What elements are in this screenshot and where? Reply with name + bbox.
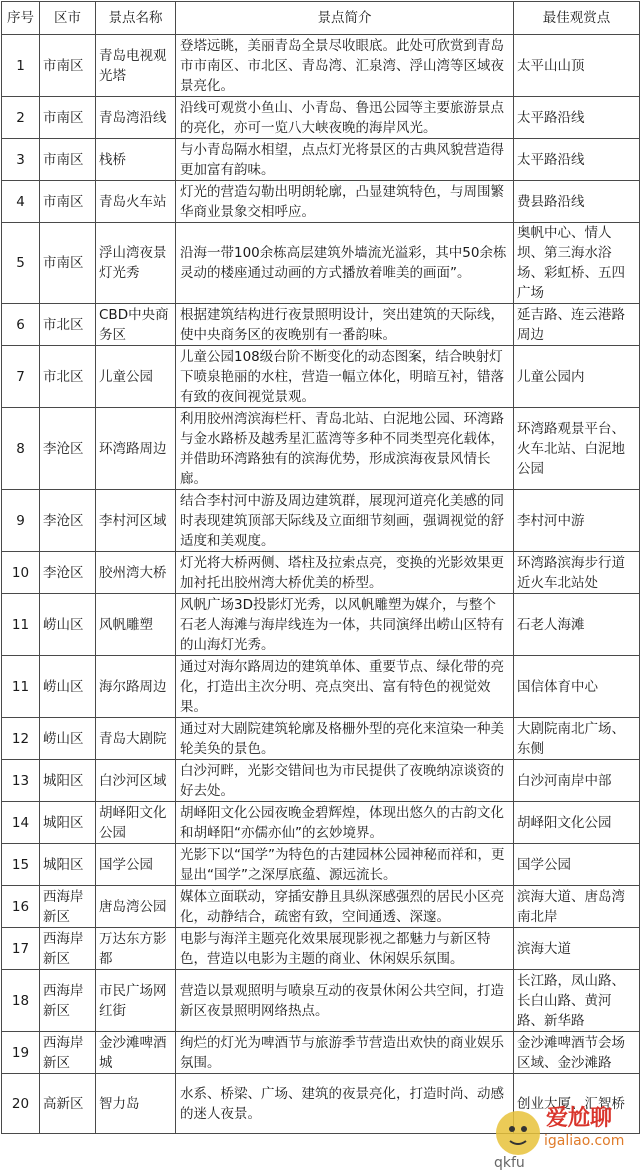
table-row (2, 490, 640, 552)
row-district: 崂山区 (40, 656, 96, 718)
table-row (2, 886, 640, 928)
row-best-view: 奥帆中心、情人坝、第三海水浴场、彩虹桥、五四广场 (514, 223, 640, 304)
table-row (2, 928, 640, 970)
row-intro: 登塔远眺，美丽青岛全景尽收眼底。此处可欣赏到青岛市市南区、市北区、青岛湾、汇泉湾、浮山湾等区域夜景亮化。 (176, 35, 514, 97)
table-header-row (2, 2, 640, 35)
row-spot-name: 市民广场网红街 (96, 970, 176, 1032)
row-best-view: 白沙河南岸中部 (514, 760, 640, 802)
row-district: 李沧区 (40, 408, 96, 490)
row-spot-name: 栈桥 (96, 139, 176, 181)
row-intro: 儿童公园108级台阶不断变化的动态图案，结合映射灯下喷泉艳丽的水柱，营造一幅立体化，明暗互衬，错落有致的夜间视觉景观。 (176, 346, 514, 408)
row-best-view: 国信体育中心 (514, 656, 640, 718)
row-district: 崂山区 (40, 718, 96, 760)
row-intro: 灯光的营造勾勒出明朗轮廓，凸显建筑特色，与周围繁华商业景象交相呼应。 (176, 181, 514, 223)
row-intro: 利用胶州湾滨海栏杆、青岛北站、白泥地公园、环湾路与金水路桥及越秀星汇蓝湾等多种不同类型亮化载体，并借助环湾路独有的滨海优势，形成滨海夜景风情长廊。 (176, 408, 514, 490)
row-district: 市北区 (40, 304, 96, 346)
row-intro: 水系、桥梁、广场、建筑的夜景亮化，打造时尚、动感的迷人夜景。 (176, 1074, 514, 1134)
row-district: 西海岸新区 (40, 970, 96, 1032)
table-row (2, 97, 640, 139)
header-no: 序号 (2, 2, 40, 35)
row-best-view: 滨海大道、唐岛湾南北岸 (514, 886, 640, 928)
row-number: 11 (2, 594, 40, 656)
row-best-view: 金沙滩啤酒节会场区域、金沙滩路 (514, 1032, 640, 1074)
row-number: 14 (2, 802, 40, 844)
row-district: 西海岸新区 (40, 1032, 96, 1074)
row-spot-name: 万达东方影都 (96, 928, 176, 970)
row-number: 15 (2, 844, 40, 886)
row-district: 市南区 (40, 223, 96, 304)
row-spot-name: 国学公园 (96, 844, 176, 886)
table-row (2, 802, 640, 844)
table-row (2, 408, 640, 490)
header-name: 景点名称 (96, 2, 176, 35)
table-row (2, 970, 640, 1032)
row-district: 城阳区 (40, 844, 96, 886)
row-spot-name: 青岛湾沿线 (96, 97, 176, 139)
row-district: 高新区 (40, 1074, 96, 1134)
table-row (2, 656, 640, 718)
row-district: 崂山区 (40, 594, 96, 656)
row-district: 市南区 (40, 139, 96, 181)
header-intro: 景点简介 (176, 2, 514, 35)
row-number: 18 (2, 970, 40, 1032)
watermark-mascot-icon (496, 1111, 540, 1155)
row-best-view: 延吉路、连云港路周边 (514, 304, 640, 346)
row-number: 11 (2, 656, 40, 718)
row-intro: 媒体立面联动，穿插安静且具纵深感强烈的居民小区亮化，动静结合，疏密有致，空间通透、深邃。 (176, 886, 514, 928)
table-row (2, 760, 640, 802)
row-spot-name: 白沙河区域 (96, 760, 176, 802)
row-number: 16 (2, 886, 40, 928)
row-spot-name: 环湾路周边 (96, 408, 176, 490)
row-number: 7 (2, 346, 40, 408)
row-number: 19 (2, 1032, 40, 1074)
table-row (2, 594, 640, 656)
row-best-view: 大剧院南北广场、东侧 (514, 718, 640, 760)
row-spot-name: 浮山湾夜景灯光秀 (96, 223, 176, 304)
row-district: 市南区 (40, 97, 96, 139)
row-intro: 风帆广场3D投影灯光秀，以风帆雕塑为媒介，与整个石老人海滩与海岸线连为一体，共同演绎出崂山区特有的山海灯光秀。 (176, 594, 514, 656)
row-best-view: 创业大厦、汇智桥 (514, 1074, 640, 1134)
row-best-view: 太平路沿线 (514, 139, 640, 181)
row-best-view: 太平路沿线 (514, 97, 640, 139)
table-row (2, 346, 640, 408)
row-best-view: 环湾路观景平台、火车北站、白泥地公园 (514, 408, 640, 490)
row-district: 李沧区 (40, 490, 96, 552)
row-number: 8 (2, 408, 40, 490)
watermark-brand: 爱尬聊 (546, 1106, 613, 1131)
table-row (2, 718, 640, 760)
row-district: 市北区 (40, 346, 96, 408)
row-spot-name: 青岛电视观光塔 (96, 35, 176, 97)
scenic-spots-table (1, 1, 640, 1134)
row-intro: 通过对海尔路周边的建筑单体、重要节点、绿化带的亮化，打造出主次分明、亮点突出、富有特色的视觉效果。 (176, 656, 514, 718)
header-district: 区市 (40, 2, 96, 35)
row-number: 10 (2, 552, 40, 594)
row-best-view: 石老人海滩 (514, 594, 640, 656)
table-row (2, 139, 640, 181)
row-best-view: 胡峄阳文化公园 (514, 802, 640, 844)
row-district: 城阳区 (40, 802, 96, 844)
row-best-view: 长江路，凤山路、长白山路、黄河路、新华路 (514, 970, 640, 1032)
row-district: 李沧区 (40, 552, 96, 594)
row-number: 12 (2, 718, 40, 760)
row-intro: 白沙河畔，光影交错间也为市民提供了夜晚纳凉谈资的好去处。 (176, 760, 514, 802)
table-row (2, 35, 640, 97)
table-row (2, 223, 640, 304)
row-number: 4 (2, 181, 40, 223)
row-number: 1 (2, 35, 40, 97)
watermark-mascot-eye-icon (509, 1126, 515, 1132)
row-district: 市南区 (40, 181, 96, 223)
row-number: 6 (2, 304, 40, 346)
row-intro: 电影与海洋主题亮化效果展现影视之都魅力与新区特色，营造以电影为主题的商业、休闲娱乐氛围。 (176, 928, 514, 970)
row-number: 2 (2, 97, 40, 139)
row-spot-name: 唐岛湾公园 (96, 886, 176, 928)
row-intro: 灯光将大桥两侧、塔柱及拉索点亮，变换的光影效果更加衬托出胶州湾大桥优美的桥型。 (176, 552, 514, 594)
table-row (2, 552, 640, 594)
row-number: 20 (2, 1074, 40, 1134)
row-number: 13 (2, 760, 40, 802)
row-best-view: 滨海大道 (514, 928, 640, 970)
row-district: 西海岸新区 (40, 886, 96, 928)
row-number: 17 (2, 928, 40, 970)
row-spot-name: CBD中央商务区 (96, 304, 176, 346)
row-spot-name: 青岛火车站 (96, 181, 176, 223)
watermark-mascot-eye-icon (521, 1126, 527, 1132)
row-intro: 沿线可观赏小鱼山、小青岛、鲁迅公园等主要旅游景点的亮化，亦可一览八大峡夜晚的海岸风光。 (176, 97, 514, 139)
row-number: 9 (2, 490, 40, 552)
row-district: 西海岸新区 (40, 928, 96, 970)
row-best-view: 儿童公园内 (514, 346, 640, 408)
row-district: 市南区 (40, 35, 96, 97)
row-number: 3 (2, 139, 40, 181)
row-intro: 光影下以“国学”为特色的古建园林公园神秘而祥和，更显出“国学”之深厚底蕴、源远流长。 (176, 844, 514, 886)
header-best-view: 最佳观赏点 (514, 2, 640, 35)
row-spot-name: 青岛大剧院 (96, 718, 176, 760)
row-intro: 胡峄阳文化公园夜晚金碧辉煌，体现出悠久的古韵文化和胡峄阳“亦儒亦仙”的玄妙境界。 (176, 802, 514, 844)
row-best-view: 太平山山顶 (514, 35, 640, 97)
row-spot-name: 儿童公园 (96, 346, 176, 408)
row-best-view: 国学公园 (514, 844, 640, 886)
row-intro: 通过对大剧院建筑轮廓及格栅外型的亮化来渲染一种美轮美奂的景色。 (176, 718, 514, 760)
row-intro: 绚烂的灯光为啤酒节与旅游季节营造出欢快的商业娱乐氛围。 (176, 1032, 514, 1074)
watermark-tag: qkfu (494, 1155, 525, 1171)
row-spot-name: 风帆雕塑 (96, 594, 176, 656)
row-spot-name: 胡峄阳文化公园 (96, 802, 176, 844)
row-intro: 根据建筑结构进行夜景照明设计，突出建筑的天际线，使中央商务区的夜晚别有一番韵味。 (176, 304, 514, 346)
row-number: 5 (2, 223, 40, 304)
row-spot-name: 胶州湾大桥 (96, 552, 176, 594)
row-best-view: 环湾路滨海步行道近火车北站处 (514, 552, 640, 594)
watermark-logo (490, 1087, 636, 1171)
table-row (2, 304, 640, 346)
row-spot-name: 智力岛 (96, 1074, 176, 1134)
row-best-view: 费县路沿线 (514, 181, 640, 223)
watermark-url: igaliao.com (544, 1133, 625, 1149)
row-intro: 沿海一带100余栋高层建筑外墙流光溢彩，其中50余栋灵动的楼座通过动画的方式播放着唯美的画面”。 (176, 223, 514, 304)
table-row (2, 844, 640, 886)
table-row (2, 181, 640, 223)
table-row (2, 1032, 640, 1074)
row-spot-name: 海尔路周边 (96, 656, 176, 718)
row-spot-name: 金沙滩啤酒城 (96, 1032, 176, 1074)
row-intro: 营造以景观照明与喷泉互动的夜景休闲公共空间，打造新区夜景照明网络热点。 (176, 970, 514, 1032)
row-district: 城阳区 (40, 760, 96, 802)
row-intro: 与小青岛隔水相望，点点灯光将景区的古典风貌营造得更加富有韵味。 (176, 139, 514, 181)
row-spot-name: 李村河区域 (96, 490, 176, 552)
row-best-view: 李村河中游 (514, 490, 640, 552)
row-intro: 结合李村河中游及周边建筑群，展现河道亮化美感的同时表现建筑顶部天际线及立面细节刻画，强调视觉的舒适度和美观度。 (176, 490, 514, 552)
